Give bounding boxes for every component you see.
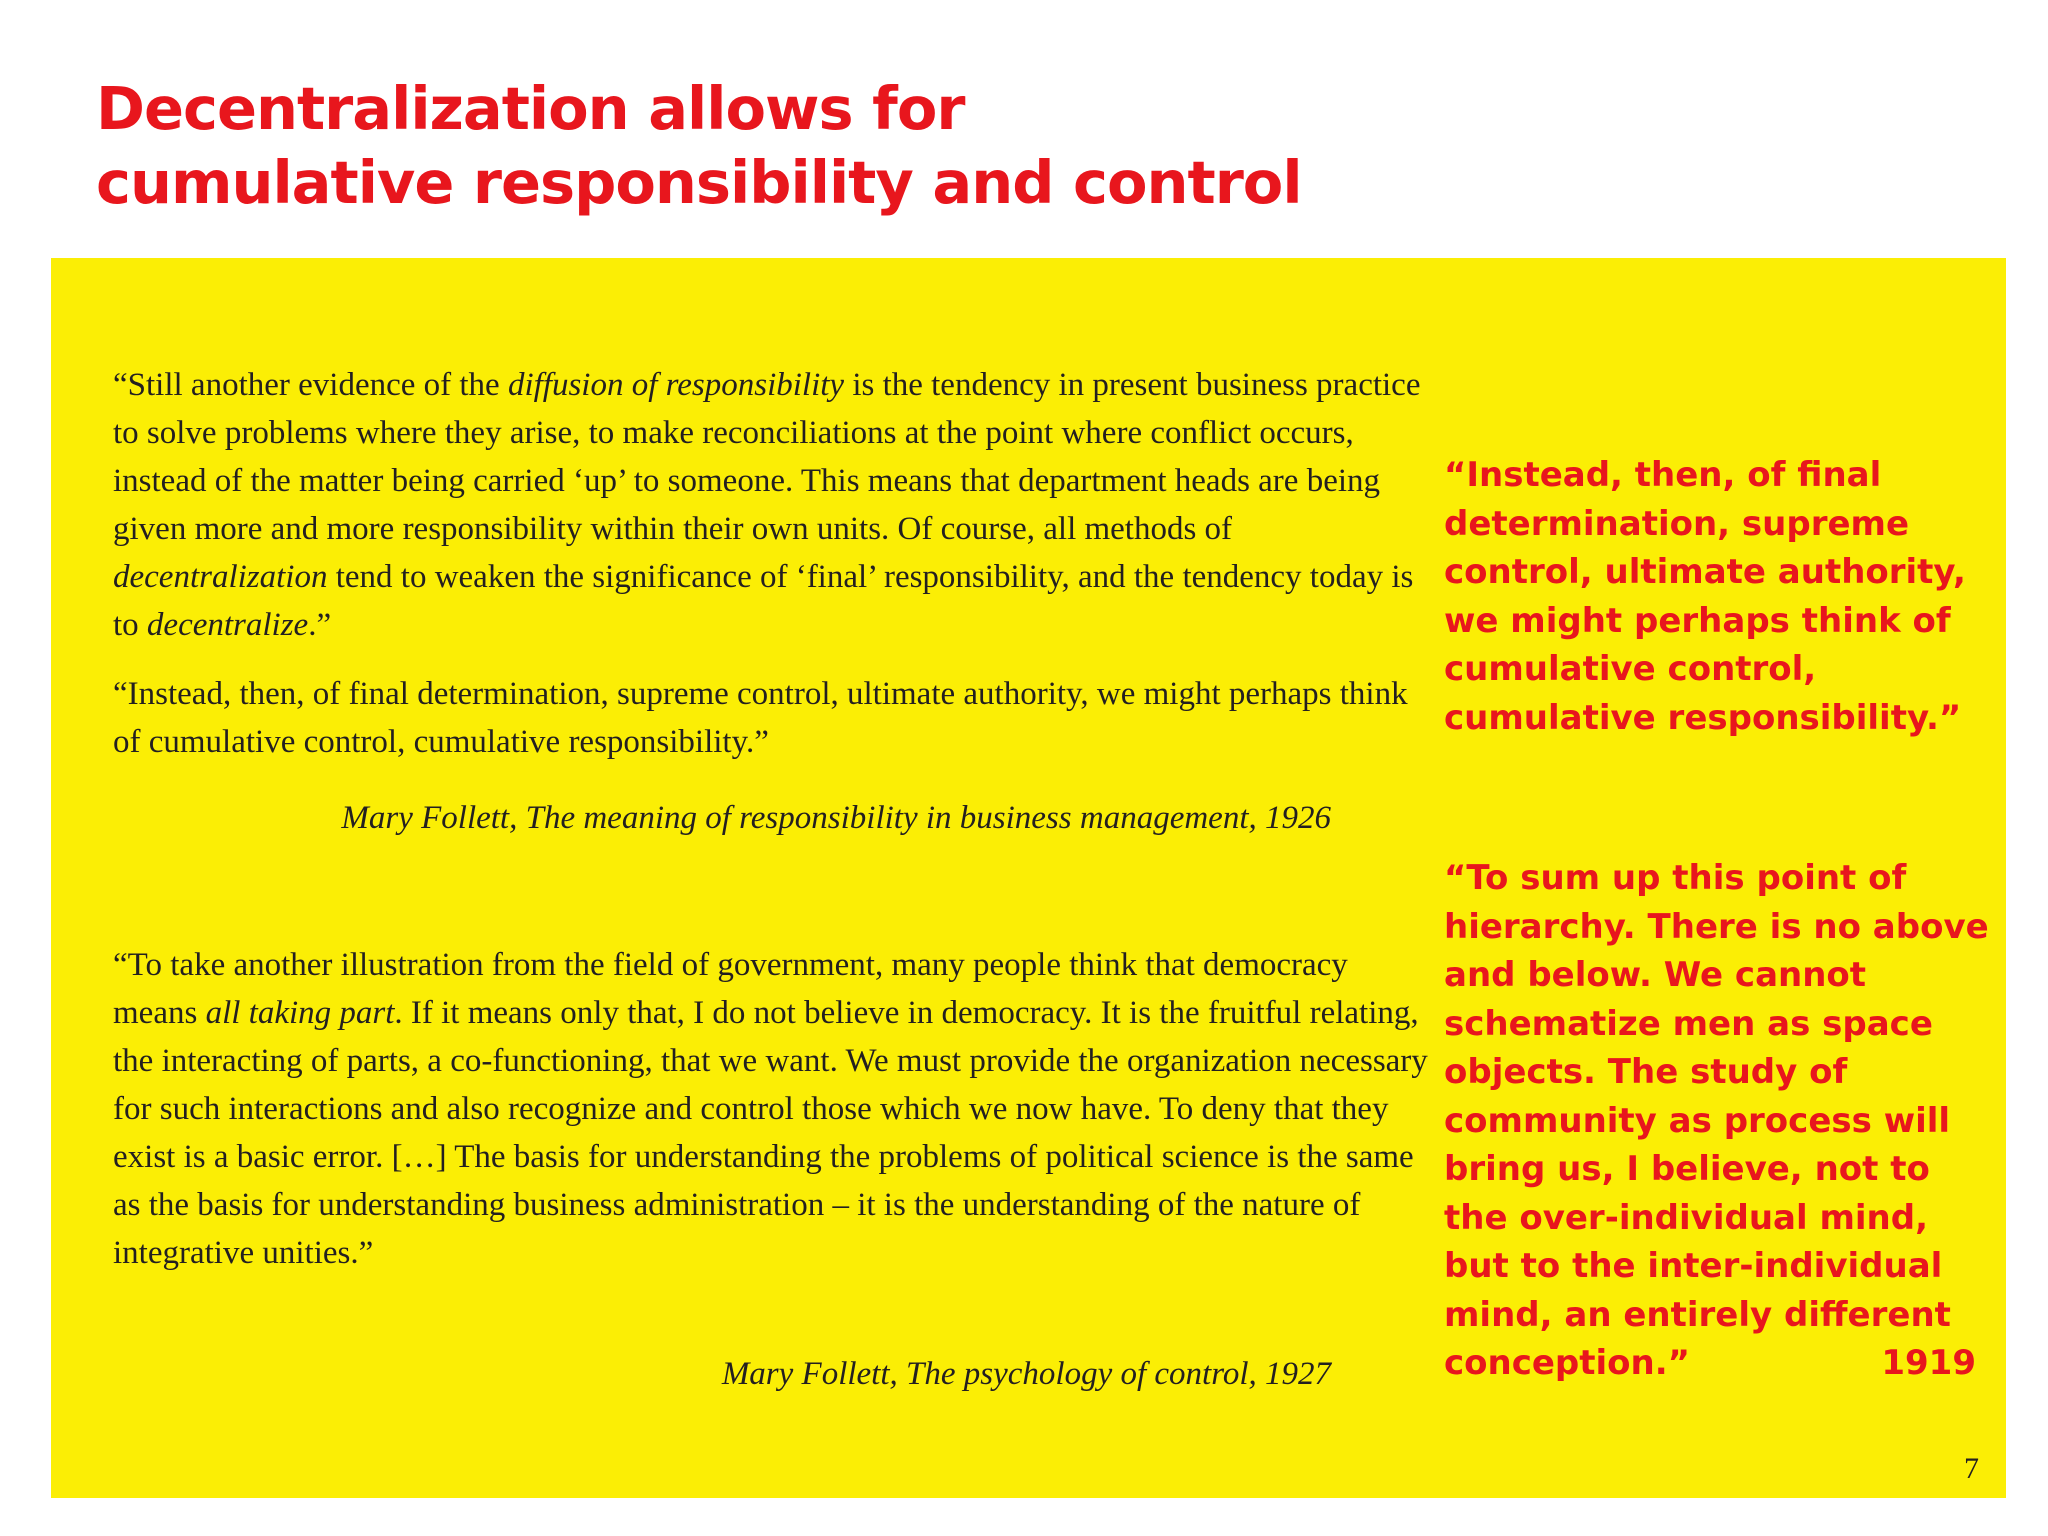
sidebar-quote-cumulative: “Instead, then, of final determination, supreme control, ultimate authority, we might perhaps think of cumulative control, cumulative responsibility.” <box>1444 455 1966 738</box>
page-title <box>96 72 1596 220</box>
quote1-emphasis-a: diffusion of responsibility <box>507 367 845 403</box>
sidebar-quote-hierarchy <box>1444 854 2004 1388</box>
page-number: 7 <box>1964 1452 1979 1485</box>
citation-1927: Mary Follett, The psychology of control, 1927 <box>721 1356 1331 1392</box>
quote1-emphasis-b: decentralization <box>113 559 328 595</box>
quote3-text-b: . If it means only that, I do not believe in democracy. It is the fruitful relating, the interacting of parts, a co-functioning, that we want. We must provide the organization necessary for such interactions and also recognize and control those which we now have. To deny that they exist is a basic error. […] The basis for understanding the problems of political science is the same as the basis for understanding business administration – it is the understanding of the nature of integrative unities.” <box>113 995 1428 1271</box>
quote3-text-a: “To take another illustration from the field of government, many people think that democracy means <box>113 947 1348 1031</box>
quote-government-democracy <box>113 941 1433 1277</box>
quote3-emphasis-a: all taking part <box>205 995 395 1031</box>
quote1-text-c: tend to weaken the significance of ‘final’ responsibility, and the tendency today is to <box>113 559 1414 643</box>
quote-diffusion-of-responsibility <box>113 361 1433 649</box>
title-line-2: cumulative responsibility and control <box>96 148 1302 217</box>
quote-panel <box>51 258 2006 1498</box>
quote1-text-a: “Still another evidence of the <box>113 367 508 403</box>
sidebar-quote-year: 1919 <box>1881 1343 1976 1383</box>
quote-cumulative-control: “Instead, then, of final determination, supreme control, ultimate authority, we might perhaps think of cumulative control, cumulative responsibility.” <box>113 676 1408 760</box>
quote1-emphasis-c: decentralize <box>146 607 309 643</box>
sidebar-quote-hierarchy-text: “To sum up this point of hierarchy. There is no above and below. We cannot schematize men as space objects. The study of community as process will bring us, I believe, not to the over-individual mind, but to the inter-individual mind, an entirely different conception.” <box>1444 858 1989 1383</box>
title-line-1: Decentralization allows for <box>96 74 965 143</box>
quote1-text-b: is the tendency in present business practice to solve problems where they arise, to make reconciliations at the point where conflict occurs, instead of the matter being carried ‘up’ to someone. This means that department heads are being given more and more responsibility within their own units. Of course, all methods of <box>113 367 1421 547</box>
citation-1926: Mary Follett, The meaning of responsibility in business management, 1926 <box>341 800 1331 836</box>
quote1-text-d: .” <box>308 607 332 643</box>
